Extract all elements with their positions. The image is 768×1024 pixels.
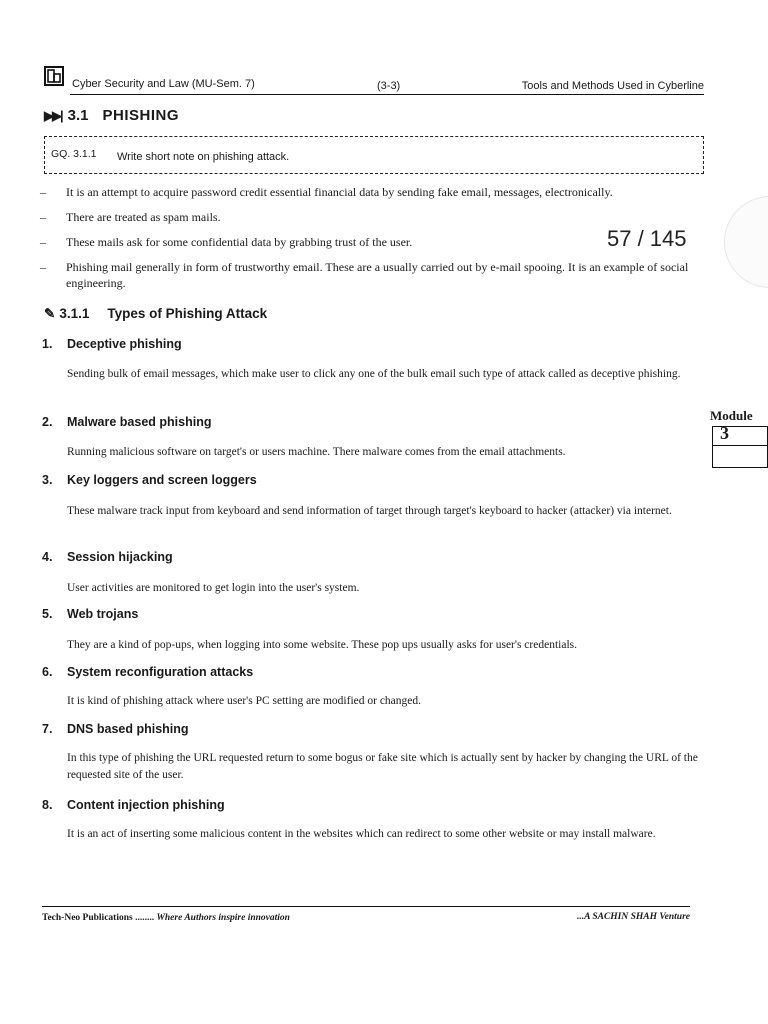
footer-venture: ...A SACHIN SHAH Venture [577, 912, 690, 922]
question-box [44, 136, 704, 174]
section-number: 3.1 [67, 107, 89, 124]
module-number: 3 [720, 423, 729, 443]
type-description: It is an act of inserting some malicious content in the websites which can redirect to some other website or may install malware. [67, 828, 656, 840]
bullet-list [40, 184, 704, 300]
bullet-text: There are treated as spam mails. [66, 210, 221, 224]
question-text: Write short note on phishing attack. [117, 151, 290, 163]
publisher-tagline: Where Authors inspire innovation [156, 913, 290, 923]
question-label: GQ. 3.1.1 [51, 148, 97, 160]
subsection-title: Types of Phishing Attack [107, 306, 268, 321]
bullet-text: These mails ask for some confidential data by grabbing trust of the user. [66, 235, 413, 249]
type-description: It is kind of phishing attack where user's PC setting are modified or changed. [67, 695, 422, 707]
type-heading: 6. System reconfiguration attacks [42, 665, 254, 679]
type-heading: 3. Key loggers and screen loggers [42, 473, 257, 487]
type-heading: 4. Session hijacking [42, 550, 173, 564]
footer-rule [42, 906, 690, 907]
section-heading [44, 107, 179, 124]
header-course-title: Cyber Security and Law (MU-Sem. 7) [72, 78, 255, 90]
list-item: – There are treated as spam mails. [40, 210, 221, 224]
section-arrow-icon: ▶▶| [44, 108, 62, 123]
type-description: These malware track input from keyboard and send information of target through target's keyboard to hacker (attacker) via internet. [67, 505, 672, 517]
type-description: Sending bulk of email messages, which make user to click any one of the bulk email such type of attack called as deceptive phishing. [67, 368, 681, 380]
pen-icon: ✎ [44, 306, 56, 321]
module-tab-box [712, 446, 768, 468]
type-description: Running malicious software on target's or users machine. There malware comes from the email attachments. [67, 446, 566, 458]
type-description: User activities are monitored to get login into the user's system. [67, 582, 360, 594]
type-description: In this type of phishing the URL requested return to some bogus or fake site which is actually sent by hacker by changing the URL of the requested site of the user. [67, 752, 698, 781]
type-heading: 7. DNS based phishing [42, 722, 189, 736]
bullet-text: Phishing mail generally in form of trustworthy email. These are a usually carried out by e-mail spooing. It is an example of social engineering. [66, 260, 689, 290]
type-heading: 5. Web trojans [42, 607, 139, 621]
list-item: – These mails ask for some confidential data by grabbing trust of the user. [40, 235, 413, 249]
publisher-name: Tech-Neo Publications [42, 913, 133, 923]
section-title: PHISHING [102, 107, 180, 124]
type-heading: 1. Deceptive phishing [42, 337, 182, 351]
bullet-text: It is an attempt to acquire password credit essential financial data by sending fake email, messages, electronically. [66, 185, 613, 199]
list-item: – It is an attempt to acquire password credit essential financial data by sending fake email, messages, electronically. [40, 185, 613, 199]
publisher-logo-icon [44, 66, 64, 86]
page-counter-badge: 57 / 145 [607, 226, 687, 251]
header-rule [70, 94, 704, 95]
footer-publisher: Tech-Neo Publications ........ Where Authors inspire innovation [42, 913, 290, 923]
page-header [42, 64, 704, 94]
module-tab [710, 408, 753, 443]
list-item: – Phishing mail generally in form of trustworthy email. These are a usually carried out by e-mail spooing. It is an example of social engineering. [40, 260, 689, 290]
module-label: Module [710, 408, 753, 423]
subsection-heading [44, 306, 267, 322]
page-scroll-indicator [724, 196, 768, 288]
type-heading: 2. Malware based phishing [42, 415, 212, 429]
type-heading: 8. Content injection phishing [42, 798, 225, 812]
header-page-number: (3-3) [377, 80, 401, 92]
subsection-number: 3.1.1 [59, 306, 90, 321]
header-chapter-title: Tools and Methods Used in Cyberline [521, 80, 704, 92]
type-description: They are a kind of pop-ups, when logging into some website. These pop ups usually asks for user's credentials. [67, 639, 577, 651]
